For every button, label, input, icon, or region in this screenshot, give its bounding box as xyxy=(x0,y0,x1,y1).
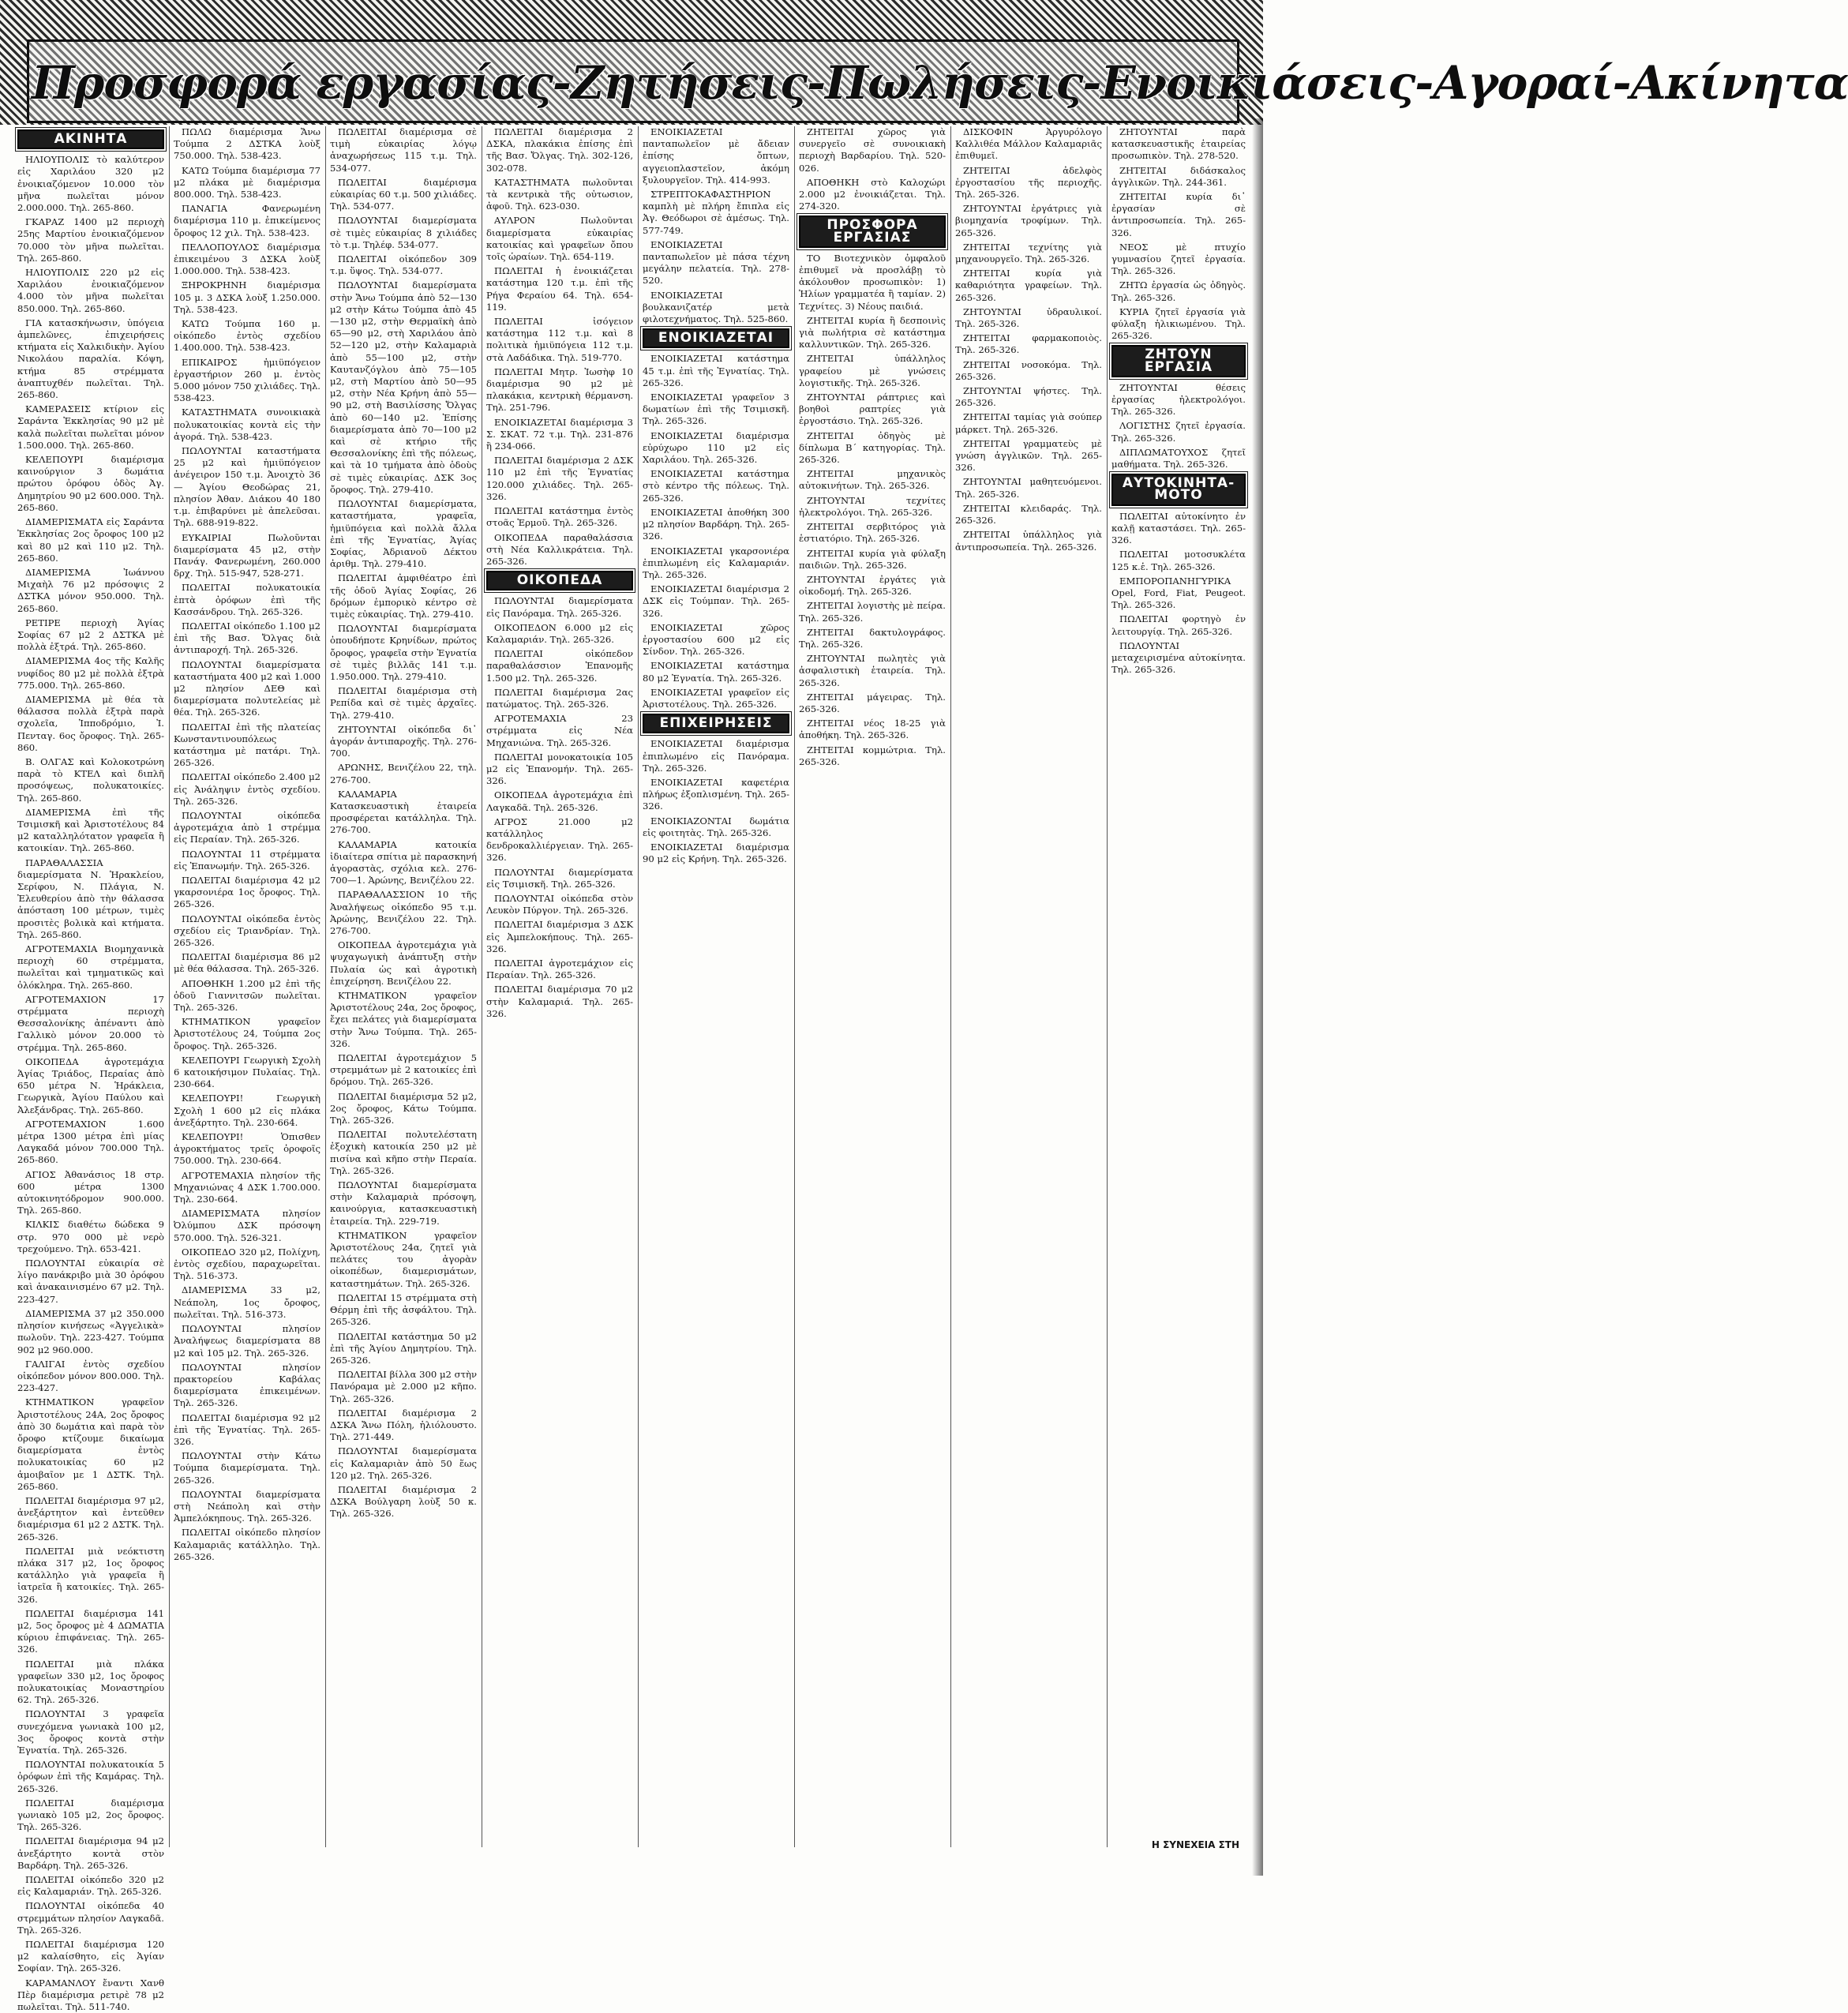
classified-ad: ΑΓΡΟΤΕΜΑΧΙΑ 23 στρέμματα εἰς Νέα Μηχανιώνα. Τηλ. 265-326. xyxy=(486,713,633,748)
column-5 xyxy=(643,126,789,1847)
classified-ad: ΠΩΛΕΙΤΑΙ διαμέρισμα γωνιακὸ 105 μ2, 2ος ὄροφος. Τηλ. 265-326. xyxy=(17,1797,164,1833)
classified-ad: ΡΕΤΙΡΕ περιοχὴ Ἁγίας Σοφίας 67 μ2 2 ΔΣΤΚΑ μὲ πολλὰ ἐξτρά. Τηλ. 265-860. xyxy=(17,617,164,653)
classified-ad: ΠΩΛΟΥΝΤΑΙ διαμερίσματα στὴν Ἄνω Τούμπα ἀπὸ 52—130 μ2 στὴν Κάτω Τούμπα ἀπὸ 45—130 μ2, στὴν Θερμαϊκὴ ἀπὸ 65—90 μ2, στὴ Χαριλάου ἀπὸ 52—120 μ2, στὴν Καλαμαριὰ ἀπὸ 55—100 μ2, στὴν Καυτανζόγλου ἀπὸ 75—105 μ2, στὴ Μαρτίου ἀπὸ 50—95 μ2, στὴν Νέα Κρήνη ἀπὸ 55—90 μ2, στὴ Βασιλίσσης Ὄλγας ἀπὸ 60—140 μ2. Ἐπίσης διαμερίσματα ἀπὸ 70—100 μ2 καὶ σὲ κτήριο τῆς Θεσσαλονίκης ἐπὶ τῆς πόλεως, καὶ τὰ 10 τμήματα ἀπὸ ὁδοὺς σὲ τιμὲς εὐκαιρίας. ΔΣΚ 3ος ὄροφος. Τηλ. 279-410. xyxy=(330,279,477,495)
classified-ad: ΕΝΟΙΚΙΑΖΕΤΑΙ κατάστημα 45 τ.μ. ἐπὶ τῆς Ἐγνατίας. Τηλ. 265-326. xyxy=(643,353,789,388)
column-rule xyxy=(638,126,639,1847)
classified-ad: ΕΥΚΑΙΡΙΑΙ Πωλοῦνται διαμερίσματα 45 μ2, στὴν Πανάγ. Φανερωμένη, 260.000 δρχ. Τηλ. 515-947, 528-271. xyxy=(174,531,320,579)
classified-ad: ΠΩΛΕΙΤΑΙ διαμέρισμα στὴ Ρεπίδα καὶ σὲ τιμὲς ἀρχαῖες. Τηλ. 279-410. xyxy=(330,685,477,721)
column-rule xyxy=(1107,126,1108,1847)
section-heading-akinita: ΑΚΙΝΗΤΑ xyxy=(17,129,164,149)
classified-ad: ΠΩΛΕΙΤΑΙ 15 στρέμματα στὴ Θέρμη ἐπὶ τῆς ἀσφάλτου. Τηλ. 265-326. xyxy=(330,1291,477,1328)
classified-ad: ΚΙΛΚΙΣ διαθέτω δώδεκα 9 στρ. 970 000 μὲ νερὸ τρεχούμενο. Τηλ. 653-421. xyxy=(17,1219,164,1254)
classified-ad: ΖΗΤΟΥΝΤΑΙ ψήστες. Τηλ. 265-326. xyxy=(955,385,1102,409)
classified-ad: ΚΤΗΜΑΤΙΚΟΝ γραφεῖον Ἀριστοτέλους 24Α, 2ος ὄροφος ἀπὸ 30 δωμάτια καὶ παρὰ τὸν ὄροφο κτίζουμε δικαίωμα διαμερίσματα ἐντὸς πολυκατοικίας 60 μ2 ἀμοιβαῖον με 1 ΔΣΤΚ. Τηλ. 265-860. xyxy=(17,1396,164,1492)
classified-ad: ΖΗΤΕΙΤΑΙ κυρία δι᾽ ἐργασίαν σὲ ἀντιπροσωπεία. Τηλ. 265-326. xyxy=(1111,191,1246,238)
classified-ad: ΖΗΤΕΙΤΑΙ σερβιτόρος γιὰ ἑστιατόριο. Τηλ. 265-326. xyxy=(799,521,946,545)
classifieds-page xyxy=(17,126,1249,2013)
classified-ad: ΠΩΛΕΙΤΑΙ ἀγροτεμάχιον εἰς Περαίαν. Τηλ. 265-326. xyxy=(486,958,633,981)
classified-ad: ΚΑΤΩ Τούμπα 160 μ. οἰκόπεδο ἐντὸς σχεδίου 1.400.000. Τηλ. 538-423. xyxy=(174,318,320,354)
classified-ad: ΠΩΛΕΙΤΑΙ διαμέρισμα 42 μ2 γκαρσονιέρα 1ος ὄροφος. Τηλ. 265-326. xyxy=(174,874,320,910)
classified-ad: ΟΙΚΟΠΕΔΑ ἀγροτεμάχια Ἁγίας Τριάδος, Περαίας ἀπὸ 650 μέτρα Ν. Ἡράκλεια, Γεωργικὰ, Ἁγίου Παύλου καὶ Ἀλεξάνδρας. Τηλ. 265-860. xyxy=(17,1055,164,1115)
classified-ad: ΖΗΤΕΙΤΑΙ μάγειρας. Τηλ. 265-326. xyxy=(799,691,946,714)
classified-ad: ΕΜΠΟΡΟΠΑΝΗΓΥΡΙΚΑ Opel, Ford, Fiat, Peugeot. Τηλ. 265-326. xyxy=(1111,575,1246,611)
classified-ad: ΠΩΛΕΙΤΑΙ διαμέρισμα σὲ τιμὴ εὐκαιρίας λόγῳ ἀναχωρήσεως 115 τ.μ. Τηλ. 534-077. xyxy=(330,126,477,174)
classified-ad: ΖΗΤΟΥΝΤΑΙ ἐργάτριες γιὰ βιομηχανία τροφίμων. Τηλ. 265-326. xyxy=(955,203,1102,238)
classified-ad: ΠΩΛΕΙΤΑΙ διαμέρισμα 2ας πατώματος. Τηλ. 265-326. xyxy=(486,686,633,710)
classified-ad: ΠΩΛΕΙΤΑΙ διαμέρισμα 2 ΔΣΚΑ, πλακάκια ἐπίσης ἐπὶ τῆς Βασ. Ὄλγας. Τηλ. 302-126, 302-078. xyxy=(486,126,633,174)
classified-ad: ΠΩΛΟΥΝΤΑΙ διαμερίσματα σὲ τιμὲς εὐκαιρίας 8 χιλιάδες τὸ τ.μ. Τηλέφ. 534-077. xyxy=(330,215,477,250)
classified-ad: ΠΩΛΕΙΤΑΙ διαμέρισμα 70 μ2 στὴν Καλαμαριά. Τηλ. 265-326. xyxy=(486,984,633,1019)
classified-ad: ΠΩΛΕΙΤΑΙ κατάστημα 50 μ2 ἐπὶ τῆς Ἁγίου Δημητρίου. Τηλ. 265-326. xyxy=(330,1330,477,1366)
column-4 xyxy=(486,126,633,1847)
classified-ad: ΔΙΑΜΕΡΙΣΜΑΤΑ εἰς Σαράντα Ἐκκλησίας 2ος ὄροφος 100 μ2 καὶ 80 μ2 καὶ 110 μ2. Τηλ. 265-860. xyxy=(17,516,164,564)
classified-ad: ΠΩΛΟΥΝΤΑΙ διαμερίσματα εἰς Καλαμαριὰν ἀπὸ 50 ἕως 120 μ2. Τηλ. 265-326. xyxy=(330,1445,477,1481)
classified-ad: ΖΗΤΕΙΤΑΙ ταμίας γιὰ σούπερ μάρκετ. Τηλ. 265-326. xyxy=(955,411,1102,435)
classified-ad: ΖΗΤΟΥΝΤΑΙ τεχνίτες ἠλεκτρολόγοι. Τηλ. 265-326. xyxy=(799,494,946,518)
classified-ad: ΠΩΛΟΥΝΤΑΙ διαμερίσματα εἰς Τσιμισκῆ. Τηλ. 265-326. xyxy=(486,866,633,890)
classified-ad: ΟΙΚΟΠΕΔΑ παραθαλάσσια στὴ Νέα Καλλικράτεια. Τηλ. 265-326. xyxy=(486,531,633,567)
classified-ad: ΠΩΛΟΥΝΤΑΙ 11 στρέμματα εἰς Ἐπανωμήν. Τηλ. 265-326. xyxy=(174,848,320,872)
column-2 xyxy=(174,126,320,1847)
classified-ad: ΓΙΑ κατασκήνωσιν, ὑπόγεια ἀμπελῶνες, ἐπιχειρήσεις κτήματα εἰς Χαλκιδικὴν. Ἀγίου Νικολάου παραλία. Κόψη, κτήμα 85 στρέμματα ἀναπτυχθέν πωλεῖται. Τηλ. 265-860. xyxy=(17,317,164,401)
classified-ad: ΔΙΑΜΕΡΙΣΜΑ 4ος τῆς Καλῆς νυφίδος 80 μ2 μὲ πολλὰ ἐξτρὰ 775.000. Τηλ. 265-860. xyxy=(17,655,164,691)
classified-ad: ΠΩΛΕΙΤΑΙ διαμέρισμα 3 ΔΣΚ εἰς Ἀμπελοκήπους. Τηλ. 265-326. xyxy=(486,919,633,954)
classified-ad: ΕΝΟΙΚΙΑΖΕΤΑΙ γκαρσονιέρα ἐπιπλωμένη εἰς Καλαμαριάν. Τηλ. 265-326. xyxy=(643,545,789,580)
classified-ad: ΕΝΟΙΚΙΑΖΕΤΑΙ γραφεῖον εἰς Ἀριστοτέλους. Τηλ. 265-326. xyxy=(643,686,789,710)
classified-ad: ΠΩΛΟΥΝΤΑΙ διαμερίσματα καταστήματα 400 μ2 καὶ 1.000 μ2 πλησίον ΔΕΘ καὶ διαμερίσματα πολυτελείας μὲ θέα. Τηλ. 265-326. xyxy=(174,658,320,718)
masthead-banner xyxy=(0,0,1848,125)
column-7 xyxy=(955,126,1102,1847)
classified-ad: ΠΩΛΕΙΤΑΙ διαμέρισμα 97 μ2, ἀνεξάρτητον καὶ ἐντεῦθεν διαμέρισμα 61 μ2 2 ΔΣΤΚ. Τηλ. 265-326. xyxy=(17,1494,164,1543)
classified-ad: ΚΤΗΜΑΤΙΚΟΝ γραφεῖον Ἀριστοτέλους 24α, 2ος ὄροφος, ἔχει πελάτες γιὰ διαμερίσματα στὴν Ἄνω Τούμπα. Τηλ. 265-326. xyxy=(330,990,477,1049)
classified-ad: ΚΑΤΑΣΤΗΜΑΤΑ πωλοῦνται τὰ κεντρικὰ τῆς οὐτωσιον, ἀφοῦ. Τηλ. 623-030. xyxy=(486,176,633,212)
classified-ad: ΔΙΑΜΕΡΙΣΜΑ 37 μ2 350.000 πλησίον κινήσεως «Ἀγγελικὰ» πωλοῦν. Τηλ. 223-427. Τούμπα 902 μ2 960.000. xyxy=(17,1307,164,1355)
column-rule xyxy=(950,126,951,1847)
classified-ad: ΖΗΤΕΙΤΑΙ κυρία ἢ δεσποινὶς γιὰ πωλήτρια σὲ κατάστημα καλλυντικῶν. Τηλ. 265-326. xyxy=(799,314,946,350)
classified-ad: ΖΗΤΕΙΤΑΙ ὑπάλληλος γιὰ ἀντιπροσωπεία. Τηλ. 265-326. xyxy=(955,529,1102,553)
classified-ad: ΖΗΤΟΥΝΤΑΙ πωλητὲς γιὰ ἀσφαλιστικὴ ἑταιρεία. Τηλ. 265-326. xyxy=(799,653,946,688)
classified-ad: ΖΗΤΕΙΤΑΙ κλειδαράς. Τηλ. 265-326. xyxy=(955,502,1102,527)
classified-ad: ΑΓΡΟΤΕΜΑΧΙΑ πλησίον τῆς Μηχανιώνας 4 ΔΣΚ 1.700.000. Τηλ. 230-664. xyxy=(174,1169,320,1205)
classified-ad: ΖΗΤΕΙΤΑΙ ὑπάλληλος γραφείου μὲ γνώσεις λογιστικῆς. Τηλ. 265-326. xyxy=(799,353,946,388)
classified-ad: ΕΝΟΙΚΙΑΖΕΤΑΙ κατάστημα 80 μ2 Ἐγνατία. Τηλ. 265-326. xyxy=(643,660,789,684)
classified-ad: ΚΑΤΩ Τούμπα διαμέρισμα 77 μ2 πλάκα μὲ διαμέρισμα 800.000. Τηλ. 538-423. xyxy=(174,164,320,201)
classified-ad: ΖΗΤΟΥΝΤΑΙ οἰκόπεδα δι᾽ ἀγοράν ἀντιπαροχῆς. Τηλ. 276-700. xyxy=(330,723,477,759)
classified-ad: ΖΗΤΕΙΤΑΙ ὀδηγὸς μὲ δίπλωμα Β΄ κατηγορίας. Τηλ. 265-326. xyxy=(799,429,946,466)
classified-ad: ΔΙΑΜΕΡΙΣΜΑ ἐπὶ τῆς Τσιμισκῆ καὶ Ἀριστοτέλους 84 μ2 καταλληλότατον γραφεῖα ἢ κατοικίαν. Τηλ. 265-860. xyxy=(17,806,164,854)
classified-ad: ΠΩΛΟΥΝΤΑΙ διαμερίσματα ὁπουδήποτε Κρηνίδων, πρώτος ὄροφος, γραφεῖα στὴν Ἐγνατία σὲ τιμὲς βιλλᾶς 141 τ.μ. 1.950.000. Τηλ. 279-410. xyxy=(330,623,477,682)
classified-ad: ΠΩΛΕΙΤΑΙ μιὰ νεόκτιστη πλάκα 317 μ2, 1ος ὄροφος κατάλληλο γιὰ γραφεῖα ἢ ἰατρεῖα ἢ κατοικίες. Τηλ. 265-326. xyxy=(17,1545,164,1605)
classified-ad: ΖΗΤΕΙΤΑΙ νέος 18-25 γιὰ ἀποθήκη. Τηλ. 265-326. xyxy=(799,718,946,741)
classified-ad: ΚΕΛΕΠΟΥΡΙ! Γεωργικὴ Σχολὴ 1 600 μ2 εἰς πλάκα ἀνεξάρτητο. Τηλ. 230-664. xyxy=(174,1093,320,1128)
classified-ad: ΕΝΟΙΚΙΑΖΕΤΑΙ γραφεῖον 3 δωματίων ἐπὶ τῆς Τσιμισκῆ. Τηλ. 265-326. xyxy=(643,392,789,427)
classified-ad: ΖΗΤΕΙΤΑΙ λογιστὴς μὲ πείρα. Τηλ. 265-326. xyxy=(799,600,946,624)
classified-ad: ΠΩΛΕΙΤΑΙ διαμέρισμα 52 μ2, 2ος ὄροφος, Κάτω Τούμπα. Τηλ. 265-326. xyxy=(330,1090,477,1126)
classified-ad: ΠΩΛΕΙΤΑΙ διαμέρισμα 2 ΔΣΚ 110 μ2 ἐπὶ τῆς Ἐγνατίας 120.000 χιλιάδες. Τηλ. 265-326. xyxy=(486,455,633,502)
column-rule xyxy=(169,126,170,1847)
classified-ad: ΚΕΛΕΠΟΥΡΙ! Ὁπισθεν ἀγροκτήματος τρεῖς ὀροφοῖς 750.000. Τηλ. 230-664. xyxy=(174,1131,320,1167)
classified-ad: ΑΠΟΘΗΚΗ στὸ Καλοχώρι 2.000 μ2 ἐνοικιάζεται. Τηλ. 274-320. xyxy=(799,176,946,212)
column-3 xyxy=(330,126,477,1847)
classified-ad: ΣΤΡΕΠΤΟΚΑΦΑΣΤΗΡΙΟΝ καμπλὴ μὲ πλήρη ἔπιπλα εἰς Ἀγ. Θεόδωροι σὲ ἀμέσως. Τηλ. 577-749. xyxy=(643,189,789,236)
classified-ad: ΑΓΡΟΤΕΜΑΧΙΟΝ 1.600 μέτρα 1300 μέτρα ἐπὶ μίας Λαγκαδά μόνον 700.000 Τηλ. 265-860. xyxy=(17,1118,164,1166)
classified-ad: ΕΝΟΙΚΙΑΖΕΤΑΙ καφετέρια πλήρως ἐξοπλισμένη. Τηλ. 265-326. xyxy=(643,776,789,812)
classified-ad: ΖΗΤΟΥΝΤΑΙ θέσεις ἐργασίας ἠλεκτρολόγοι. Τηλ. 265-326. xyxy=(1111,381,1246,418)
classified-ad: ΠΩΛΕΙΤΑΙ διαμέρισμα 141 μ2, 5ος ὄροφος μὲ 4 ΔΩΜΑΤΙΑ κύριου ἐπιφάνειας. Τηλ. 265-326. xyxy=(17,1607,164,1655)
classified-ad: ΠΩΛΕΙΤΑΙ μοτοσυκλέτα 125 κ.ἑ. Τηλ. 265-326. xyxy=(1111,549,1246,572)
classified-ad: ΠΩΛΟΥΝΤΑΙ στὴν Κάτω Τούμπα διαμερίσματα. Τηλ. 265-326. xyxy=(174,1450,320,1486)
classified-ad: ΠΩΛΕΙΤΑΙ οἰκόπεδο 2.400 μ2 εἰς Ἀνάληψιν ἐντὸς σχεδίου. Τηλ. 265-326. xyxy=(174,771,320,807)
classified-ad: ΕΝΟΙΚΙΑΖΕΤΑΙ διαμέρισμα ἐπιπλωμένο εἰς Πανόραμα. Τηλ. 265-326. xyxy=(643,738,789,774)
section-heading-aytokinita-moto: ΑΥΤΟΚΙΝΗΤΑ-ΜΟΤΟ xyxy=(1111,474,1246,505)
classified-ad: ΖΗΤΟΥΝΤΑΙ ράπτριες καὶ βοηθοὶ ραπτρίες γιὰ ἐργοστάσιο. Τηλ. 265-326. xyxy=(799,392,946,427)
classified-ad: ΕΝΟΙΚΙΑΖΕΤΑΙ χῶρος ἐργοστασίου 600 μ2 εἰς Σίνδον. Τηλ. 265-326. xyxy=(643,621,789,658)
masthead-title: Προσφορά εργασίας-Ζητήσεις-Πωλήσεις-Ενοικιάσεις-Αγοραί-Ακίνητα xyxy=(32,56,1848,110)
classified-ad: ΠΩΛΕΙΤΑΙ Μητρ. Ἰωσὴφ 10 διαμέρισμα 90 μ2 μὲ πλακάκια, κεντρικὴ θέρμανση. Τηλ. 251-796. xyxy=(486,365,633,414)
classified-ad: ΞΗΡΟΚΡΗΝΗ διαμέρισμα 105 μ. 3 ΔΣΚΑ λοὺξ 1.250.000. Τηλ. 538-423. xyxy=(174,279,320,315)
classified-ad: ΕΝΟΙΚΙΑΖΕΤΑΙ κατάστημα στὸ κέντρο τῆς πόλεως. Τηλ. 265-326. xyxy=(643,468,789,504)
classified-ad: ΠΩΛΕΙΤΑΙ οἰκόπεδον 309 τ.μ. ὕψος. Τηλ. 534-077. xyxy=(330,253,477,277)
classified-ad: ΕΝΟΙΚΙΑΖΟΝΤΑΙ δωμάτια εἰς φοιτητὰς. Τηλ. 265-326. xyxy=(643,815,789,838)
classified-ad: ΚΤΗΜΑΤΙΚΟΝ γραφεῖον Ἀριστοτέλους 24α, ζητεῖ γιὰ πελάτες του ἀγορὰν οἰκοπέδων, διαμερισμάτων, καταστημάτων. Τηλ. 265-326. xyxy=(330,1229,477,1289)
continuation-note: Η ΣΥΝΕΧΕΙΑ ΣΤΗ xyxy=(1151,1839,1239,1850)
classified-ad: ΖΗΤΕΙΤΑΙ μηχανικὸς αὐτοκινήτων. Τηλ. 265-326. xyxy=(799,468,946,492)
classified-ad: ΖΗΤΟΥΝΤΑΙ μαθητευόμενοι. Τηλ. 265-326. xyxy=(955,476,1102,500)
classified-ad: ΟΙΚΟΠΕΔΟΝ 6.000 μ2 εἰς Καλαμαριάν. Τηλ. 265-326. xyxy=(486,621,633,645)
classified-ad: ΚΑΡΑΜΑΝΛΟΥ ἔναντι Χανθ Πὲρ διαμέρισμα ρετιρὲ 78 μ2 πωλεῖται. Τηλ. 511-740. xyxy=(17,1977,164,2013)
classified-ad: ΕΝΟΙΚΙΑΖΕΤΑΙ διαμέρισμα 2 ΔΣΚ εἰς Τούμπαν. Τηλ. 265-326. xyxy=(643,583,789,619)
classified-ad: Β. ΟΛΓΑΣ καὶ Κολοκοτρώνη παρὰ τὸ ΚΤΕΛ καὶ διπλῆ προσόψεως, πολυκατοικίες. Τηλ. 265-860. xyxy=(17,755,164,804)
classified-ad: ΠΩΛΕΙΤΑΙ διαμέρισμα 86 μ2 μὲ θέα θάλασσα. Τηλ. 265-326. xyxy=(174,951,320,975)
classified-ad: ΑΠΟΘΗΚΗ 1.200 μ2 ἐπὶ τῆς ὁδοῦ Γιαννιτσῶν πωλεῖται. Τηλ. 265-326. xyxy=(174,977,320,1014)
classified-ad: ΠΩΛΟΥΝΤΑΙ διαμερίσματα, καταστήματα, γραφεῖα, ἡμιϋπόγεια καὶ πολλὰ ἄλλα ἐπὶ τῆς Ἐγνατίας, Ἁγίας Σοφίας, Ἀδριανοῦ Δέκτου ἀριθμ. Τηλ. 279-410. xyxy=(330,498,477,570)
classified-ad: ΠΩΛΟΥΝΤΑΙ πλησίον πρακτορείου Καβάλας διαμερίσματα ἐπικειμένων. Τηλ. 265-326. xyxy=(174,1361,320,1409)
classified-ad: ΓΚΑΡΑΖ 1400 μ2 περιοχὴ 25ης Μαρτίου ἐνοικιαζόμενον 70.000 τὸν μῆνα πωλεῖται. Τηλ. 265-860. xyxy=(17,216,164,264)
classified-ad: ΕΝΟΙΚΙΑΖΕΤΑΙ βουλκανιζατέρ μετὰ φιλοτεχνήματος. Τηλ. 525-860. xyxy=(643,289,789,325)
classified-ad: ΠΩΛΕΙΤΑΙ φορτηγὸ ἐν λειτουργίᾳ. Τηλ. 265-326. xyxy=(1111,613,1246,637)
classified-ad: ΠΩΛΕΙΤΑΙ ἰσόγειον κατάστημα 112 τ.μ. καὶ 8 πολιτικὰ ἡμιϋπόγεια 112 τ.μ. στὰ Λαδάδικα. Τηλ. 519-770. xyxy=(486,316,633,363)
classified-ad: ΔΙΑΜΕΡΙΣΜΑΤΑ πλησίον Ὀλύμπου ΔΣΚ πρόσοψη 570.000. Τηλ. 526-321. xyxy=(174,1208,320,1243)
classified-ad: ΕΝΟΙΚΙΑΖΕΤΑΙ πανταπωλεῖον μὲ πάσα τέχνη μεγάλην πελατεία. Τηλ. 278-520. xyxy=(643,238,789,287)
column-rule xyxy=(794,126,795,1847)
classified-ad: ΠΩΛΕΙΤΑΙ οἰκόπεδο πλησίον Καλαμαριᾶς κατάλληλο. Τηλ. 265-326. xyxy=(174,1527,320,1562)
classified-ad: ΔΙΑΜΕΡΙΣΜΑ 33 μ2, Νεάπολη, 1ος ὄροφος, πωλεῖται. Τηλ. 516-373. xyxy=(174,1284,320,1320)
classified-ad: ΠΑΡΑΘΑΛΑΣΣΙΟΝ 10 τῆς Ἀναλήψεως οἰκόπεδο 95 τ.μ. Ἀρώνης, Βενιζέλου 22. Τηλ. 276-700. xyxy=(330,889,477,936)
classified-ad: ΕΝΟΙΚΙΑΖΕΤΑΙ διαμέρισμα εὐρύχωρο 110 μ2 εἰς Χαριλάου. Τηλ. 265-326. xyxy=(643,429,789,466)
classified-ad: ΤΟ Βιοτεχνικὸν ὀμφαλοῦ ἐπιθυμεῖ νὰ προσλάβῃ τὸ ἀκόλουθον προσωπικὸν: 1) Ἡλίων γραμματέα ἢ ταμίαν. 2) Τεχνίτες. 3) Νέους παιδιά. xyxy=(799,252,946,312)
classified-ad: ΠΩΛΕΙΤΑΙ διαμέρισμα 2 ΔΣΚΑ Ἄνω Πόλη, ἡλιόλουστο. Τηλ. 271-449. xyxy=(330,1407,477,1443)
classified-ad: ΠΕΛΛΟΠΟΥΛΟΣ διαμέρισμα ἐπικειμένου 3 ΔΣΚΑ λοὺξ 1.000.000. Τηλ. 538-423. xyxy=(174,241,320,277)
classified-ad: ΝΕΟΣ μὲ πτυχίο γυμνασίου ζητεῖ ἐργασία. Τηλ. 265-326. xyxy=(1111,241,1246,277)
classified-ad: ΖΗΤΩ ἐργασία ὡς ὀδηγὸς. Τηλ. 265-326. xyxy=(1111,279,1246,303)
classified-ad: ΖΗΤΕΙΤΑΙ διδάσκαλος ἀγγλικῶν. Τηλ. 244-361. xyxy=(1111,164,1246,188)
classified-ad: ΠΩΛΕΙΤΑΙ οἰκόπεδο 1.100 μ2 ἐπὶ τῆς Βασ. Ὄλγας διὰ ἀντιπαροχή. Τηλ. 265-326. xyxy=(174,620,320,656)
classified-ad: ΗΛΙΟΥΠΟΛΙΣ τὸ καλύτερον εἰς Χαριλάου 320 μ2 ἐνοικιαζόμενον 10.000 τὸν μῆνα πωλεῖται μόνον 2.000.000. Τηλ. 265-860. xyxy=(17,154,164,214)
section-heading-zitoun-ergasia: ΖΗΤΟΥΝ ΕΡΓΑΣΙΑ xyxy=(1111,345,1246,377)
classified-ad: ΔΙΠΛΩΜΑΤΟΥΧΟΣ ζητεῖ μαθήματα. Τηλ. 265-326. xyxy=(1111,446,1246,470)
classified-ad: ΗΛΙΟΥΠΟΛΙΣ 220 μ2 εἰς Χαριλάου ἐνοικιαζόμενον 4.000 τὸν μῆνα πωλεῖται 850.000. Τηλ. 265-860. xyxy=(17,267,164,314)
classified-ad: ΠΩΛΕΙΤΑΙ οἰκόπεδον παραθαλάσσιον Ἐπανομῆς 1.500 μ2. Τηλ. 265-326. xyxy=(486,648,633,684)
classified-ad: ΚΕΛΕΠΟΥΡΙ διαμέρισμα καινούργιον 3 δωμάτια πρώτου ὀρόφου ὁδὸς Ἀγ. Δημητρίου 90 μ2 600.000. Τηλ. 265-860. xyxy=(17,454,164,513)
classified-ad: ΖΗΤΕΙΤΑΙ χῶρος γιὰ συνεργεῖο σὲ συνοικιακὴ περιοχὴ Βαρδαρίου. Τηλ. 520-026. xyxy=(799,126,946,174)
classified-ad: ΖΗΤΟΥΝΤΑΙ ἐργάτες γιὰ οἰκοδομή. Τηλ. 265-326. xyxy=(799,573,946,598)
classified-ad: ΠΩΛΕΙΤΑΙ ἀμφιθέατρο ἐπὶ τῆς ὁδοῦ Ἁγίας Σοφίας, 26 δρόμων ἐμπορικὸ κέντρο σὲ τιμὲς εὐκαιρίας. Τηλ. 279-410. xyxy=(330,572,477,620)
classified-ad: ΟΙΚΟΠΕΔΑ ἀγροτεμάχια ἐπὶ Λαγκαδᾶ. Τηλ. 265-326. xyxy=(486,789,633,813)
classified-ad: ΠΩΛΟΥΝΤΑΙ οἰκόπεδα ἐντὸς σχεδίου εἰς Τριανδρίαν. Τηλ. 265-326. xyxy=(174,913,320,948)
classified-ad: ΚΑΜΕΡΑΣΕΙΣ κτίριον εἰς Σαράντα Ἐκκλησίας 90 μ2 μὲ καλὰ πωλεῖται πωλεῖται μόνον 1.500.000. Τηλ. 265-860. xyxy=(17,403,164,451)
classified-ad: ΠΩΛΕΙΤΑΙ βίλλα 300 μ2 στὴν Πανόραμα μὲ 2.000 μ2 κῆπο. Τηλ. 265-326. xyxy=(330,1369,477,1404)
classified-ad: ΚΤΗΜΑΤΙΚΟΝ γραφεῖον Ἀριστοτέλους 24, Τούμπα 2ος ὄροφος. Τηλ. 265-326. xyxy=(174,1016,320,1051)
classified-ad: ΑΡΩΝΗΣ, Βενιζέλου 22, τηλ. 276-700. xyxy=(330,762,477,785)
classified-ad: ΠΩΛΟΥΝΤΑΙ οἰκόπεδα ἀγροτεμάχια ἀπὸ 1 στρέμμα εἰς Περαίαν. Τηλ. 265-326. xyxy=(174,809,320,845)
classified-ad: ΖΗΤΕΙΤΑΙ φαρμακοποιὸς. Τηλ. 265-326. xyxy=(955,332,1102,356)
classified-ad: ΖΗΤΕΙΤΑΙ γραμματεὺς μὲ γνώση ἀγγλικῶν. Τηλ. 265-326. xyxy=(955,437,1102,474)
column-1 xyxy=(17,126,164,2013)
classified-ad: ΕΝΟΙΚΙΑΖΕΤΑΙ ἀποθήκη 300 μ2 πλησίον Βαρδάρη. Τηλ. 265-326. xyxy=(643,506,789,542)
classified-ad: ΠΩΛΕΙΤΑΙ διαμέρισμα εὐκαιρίας 60 τ.μ. 500 χιλιάδες. Τηλ. 534-077. xyxy=(330,176,477,212)
classified-ad: ΚΑΛΑΜΑΡΙΑ κατοικία ἰδιαίτερα σπίτια μὲ παρασκηνή ἀγοραστὰς, σχόλια κελ. 276-700—1. Ἀρώνης, Βενιζέλου 22. xyxy=(330,838,477,887)
classified-ad: ΔΙΑΜΕΡΙΣΜΑ μὲ θέα τὰ θάλασσα πολλὰ ἐξτρὰ παρὰ σχολεῖα, Ἰπποδρόμιο, Ἰ. Πενταγ. 6ος ὄροφος. Τηλ. 265-860. xyxy=(17,693,164,753)
classified-ad: ΠΩΛΟΥΝΤΑΙ μεταχειρισμένα αὐτοκίνητα. Τηλ. 265-326. xyxy=(1111,639,1246,676)
classified-ad: ΠΩΛΕΙΤΑΙ διαμέρισμα 2 ΔΣΚΑ Βούλγαρη λοὺξ 50 κ. Τηλ. 265-326. xyxy=(330,1483,477,1520)
classified-ad: ΠΩΛΟΥΝΤΑΙ οἰκόπεδα στὸν Λευκὸν Πύργον. Τηλ. 265-326. xyxy=(486,892,633,917)
page-edge-shadow xyxy=(1252,118,1263,1876)
classified-ad: ΛΟΓΙΣΤΗΣ ζητεῖ ἐργασία. Τηλ. 265-326. xyxy=(1111,420,1246,444)
classified-ad: ΠΩΛΕΙΤΑΙ μονοκατοικία 105 μ2 εἰς Ἐπανομήν. Τηλ. 265-326. xyxy=(486,751,633,787)
classified-ad: ΠΩΛΕΙΤΑΙ κατάστημα ἐντὸς στοᾶς Ἑρμοῦ. Τηλ. 265-326. xyxy=(486,505,633,529)
classified-ad: ΟΙΚΟΠΕΔΟ 320 μ2, Πολίχνη, ἐντὸς σχεδίου, παραχωρεῖται. Τηλ. 516-373. xyxy=(174,1246,320,1282)
classified-ad: ΠΩΛΕΙΤΑΙ μιὰ πλάκα γραφεῖων 330 μ2, 1ος ὄροφος πολυκατοικίας Μοναστηρίου 62. Τηλ. 265-326. xyxy=(17,1658,164,1706)
classified-ad: ΠΩΛΕΙΤΑΙ ἐπὶ τῆς πλατείας Κωνσταντινουπόλεως κατάστημα μὲ πατάρι. Τηλ. 265-326. xyxy=(174,721,320,769)
classified-ad: ΑΓΡΟΣ 21.000 μ2 κατάλληλος δενδροκαλλιέργειαν. Τηλ. 265-326. xyxy=(486,815,633,864)
classified-ad: ΚΥΡΙΑ ζητεῖ ἐργασία γιὰ φύλαξη ἡλικιωμένου. Τηλ. 265-326. xyxy=(1111,306,1246,342)
classified-ad: ΚΕΛΕΠΟΥΡΙ Γεωργικὴ Σχολὴ 6 κατοικήσιμον Πυλαίας. Τηλ. 230-664. xyxy=(174,1054,320,1090)
classified-ad: ΠΩΛΟΥΝΤΑΙ 3 γραφεῖα συνεχόμενα γωνιακὰ 100 μ2, 3ος ὄροφος κοντὰ στὴν Ἐγνατία. Τηλ. 265-326. xyxy=(17,1708,164,1756)
classified-ad: ΠΩΛΕΙΤΑΙ διαμέρισμα 120 μ2 καλαίσθητο, εἰς Ἁγίαν Σοφίαν. Τηλ. 265-326. xyxy=(17,1939,164,1974)
classified-ad: ΖΗΤΕΙΤΑΙ κυρία γιὰ καθαριότητα γραφείων. Τηλ. 265-326. xyxy=(955,268,1102,303)
classified-ad: ΠΩΛΕΙΤΑΙ πολυτελέστατη ἐξοχικὴ κατοικία 250 μ2 μὲ πισίνα καὶ κῆπο στὴν Περαία. Τηλ. 265-326. xyxy=(330,1129,477,1176)
classified-ad: ΠΩΛΕΙΤΑΙ ἡ ἐνοικιάζεται κατάστημα 120 τ.μ. ἐπὶ τῆς Ρήγα Φεραίου 64. Τηλ. 654-119. xyxy=(486,265,633,313)
classified-ad: ΕΝΟΙΚΙΑΖΕΤΑΙ διαμέρισμα 3 Σ. ΣΚΑΤ. 72 τ.μ. Τηλ. 231-876 ἢ 234-066. xyxy=(486,416,633,452)
classified-ad: ΠΩΛΟΥΝΤΑΙ πλησίον Ἀναλήψεως διαμερίσματα 88 μ2 καὶ 105 μ2. Τηλ. 265-326. xyxy=(174,1323,320,1359)
section-heading-prosfora-ergasias: ΠΡΟΣΦΟΡΑ ΕΡΓΑΣΙΑΣ xyxy=(799,216,946,247)
classified-ad: ΚΑΤΑΣΤΗΜΑΤΑ συνοικιακὰ πολυκατοικίας κοντὰ εἰς τὴν ἀγορά. Τηλ. 538-423. xyxy=(174,407,320,442)
classified-ad: ΑΓΙΟΣ Ἀθανάσιος 18 στρ. 600 μέτρα 1300 αὐτοκινητόδρομον 900.000. Τηλ. 265-860. xyxy=(17,1168,164,1216)
classified-ad: ΖΗΤΟΥΝΤΑΙ ὑδραυλικοί. Τηλ. 265-326. xyxy=(955,306,1102,330)
classified-ad: ΠΩΛΟΥΝΤΑΙ καταστήματα 25 μ2 καὶ ἡμιϋπόγειον ἀνέγειρον 150 τ.μ. Ἀνοιχτὸ 36 — Ἁγίου Θεοδώρας 21, πλησίον Ἀθαν. Διάκου 40 180 τ.μ. ἐπιβαρύνει μὲ ἀπελεῦσαι. Τηλ. 688-919-822. xyxy=(174,445,320,529)
classified-ad: ΠΩΛΕΙΤΑΙ οἰκόπεδο 320 μ2 εἰς Καλαμαριάν. Τηλ. 265-326. xyxy=(17,1874,164,1898)
classified-ad: ΖΗΤΕΙΤΑΙ κομμώτρια. Τηλ. 265-326. xyxy=(799,744,946,767)
classified-ad: ΠΩΛΟΥΝΤΑΙ εὐκαιρία σὲ λίγο πανάκριβο μιὰ 30 ὀρόφου καὶ ἀνακαινισμένο 67 μ2. Τηλ. 223-427. xyxy=(17,1258,164,1305)
classified-ad: ΔΙΑΜΕΡΙΣΜΑ Ἰωάννου Μιχαὴλ 76 μ2 πρόσοψις 2 ΔΣΤΚΑ μόνον 950.000. Τηλ. 265-860. xyxy=(17,566,164,614)
classified-ad: ΚΑΛΑΜΑΡΙΑ Κατασκευαστικὴ ἑταιρεία προσφέρεται κατάλληλα. Τηλ. 276-700. xyxy=(330,788,477,836)
classified-ad: ΠΑΝΑΓΙΑ Φανερωμένη διαμέρισμα 110 μ. ἐπικείμενος ὄροφος 12 χιλ. Τηλ. 538-423. xyxy=(174,203,320,238)
classified-ad: ΠΩΛΩ διαμέρισμα Ἄνω Τούμπα 2 ΔΣΤΚΑ λοὺξ 750.000. Τηλ. 538-423. xyxy=(174,126,320,162)
classified-ad: ΖΗΤΕΙΤΑΙ νοσοκόμα. Τηλ. 265-326. xyxy=(955,358,1102,382)
classified-ad: ΖΗΤΕΙΤΑΙ ἀδελφὸς ἐργοστασίου τῆς περιοχῆς. Τηλ. 265-326. xyxy=(955,164,1102,201)
classified-ad: ΠΩΛΕΙΤΑΙ αὐτοκίνητο ἐν καλῇ καταστάσει. Τηλ. 265-326. xyxy=(1111,510,1246,546)
column-6 xyxy=(799,126,946,1847)
classified-ad: ΠΩΛΕΙΤΑΙ πολυκατοικία ἐπτὰ ὀρόφων ἐπὶ τῆς Κασσάνδρου. Τηλ. 265-326. xyxy=(174,582,320,617)
classified-ad: ΑΓΡΟΤΕΜΑΧΙΑ Βιομηχανικὰ περιοχὴ 60 στρέμματα, πωλεῖται καὶ τμηματικῶς καὶ ὁλόκληρα. Τηλ. 265-860. xyxy=(17,943,164,991)
section-heading-oikopeda: ΟΙΚΟΠΕΔΑ xyxy=(486,571,633,590)
classified-ad: ΕΝΟΙΚΙΑΖΕΤΑΙ πανταπωλεῖον μὲ ἄδειαν ἐπίσης ὄπτων, αγγειοπλαστεῖον, ἀκόμη ξυλουργεῖον. Τηλ. 414-993. xyxy=(643,126,789,186)
classified-ad: ΠΑΡΑΘΑΛΑΣΣΙΑ διαμερίσματα Ν. Ἡρακλείου, Σερίφου, Ν. Πλάγια, Ν. Ἐλευθερίου ἀπὸ τὴν θάλασσα ἀπόσταση 100 μέτρων, τιμὲς προσιτὲς βολικὰ καὶ κτήματα. Τηλ. 265-860. xyxy=(17,857,164,940)
column-rule xyxy=(325,126,326,1847)
classified-ad: ΠΩΛΟΥΝΤΑΙ διαμερίσματα εἰς Πανόραμα. Τηλ. 265-326. xyxy=(486,595,633,619)
classified-ad: ΖΗΤΟΥΝΤΑΙ παρὰ κατασκευαστικῆς ἑταιρείας προσωπικὸν. Τηλ. 278-520. xyxy=(1111,126,1246,162)
classified-ad: ΑΓΡΟΤΕΜΑΧΙΟΝ 17 στρέμματα περιοχὴ Θεσσαλονίκης ἀπέναντι ἀπὸ Γαλλικὸ μόνον 20.000 τὸ στρέμμα. Τηλ. 265-860. xyxy=(17,993,164,1053)
section-heading-epixeiriseis: ΕΠΙΧΕΙΡΗΣΕΙΣ xyxy=(643,714,789,733)
classified-ad: ΔΙΣΚΟΦΙΝ Ἀργυρόλογο Καλλιθέα Μάλλον Καλαμαριᾶς ἐπιθυμεῖ. xyxy=(955,126,1102,162)
classified-ad: ΖΗΤΕΙΤΑΙ δακτυλογράφος. Τηλ. 265-326. xyxy=(799,626,946,650)
column-8 xyxy=(1111,126,1246,1847)
classified-ad: ΖΗΤΕΙΤΑΙ τεχνίτης γιὰ μηχανουργεῖο. Τηλ. 265-326. xyxy=(955,241,1102,265)
classified-ad: ΑΥΛΡΟΝ Πωλοῦνται διαμερίσματα εὐκαιρίας κατοικίας καὶ γραφεῖων ὄπου τοῖς ὡραίων. Τηλ. 654-119. xyxy=(486,215,633,263)
classified-ad: ΖΗΤΕΙΤΑΙ κυρία γιὰ φύλαξη παιδιῶν. Τηλ. 265-326. xyxy=(799,547,946,571)
classified-ad: ΓΑΛΙΓΑΙ ἐντὸς σχεδίου οἰκόπεδον μόνον 800.000. Τηλ. 223-427. xyxy=(17,1358,164,1394)
classified-ad: ΠΩΛΟΥΝΤΑΙ διαμερίσματα στὴν Καλαμαριὰ πρόσοψη, καινούργια, κατασκευαστικὴ ἑταιρεία. Τηλ. 229-719. xyxy=(330,1179,477,1227)
classified-ad: ΠΩΛΟΥΝΤΑΙ πολυκατοικία 5 ὀρόφων ἐπὶ τῆς Καμάρας. Τηλ. 265-326. xyxy=(17,1759,164,1794)
classified-ad: ΠΩΛΟΥΝΤΑΙ οἰκόπεδα 40 στρεμμάτων πλησίον Λαγκαδᾶ. Τηλ. 265-326. xyxy=(17,1900,164,1936)
classified-ad: ΕΠΙΚΑΙΡΟΣ ἡμιϋπόγειον ἐργαστήριον 260 μ. ἐντὸς 5.000 μόνον 750 χιλιάδες. Τηλ. 538-423. xyxy=(174,356,320,404)
classified-ad: ΕΝΟΙΚΙΑΖΕΤΑΙ διαμέρισμα 90 μ2 εἰς Κρήνη. Τηλ. 265-326. xyxy=(643,841,789,865)
classified-ad: ΠΩΛΟΥΝΤΑΙ διαμερίσματα στὴ Νεάπολη καὶ στὴν Ἀμπελόκηπους. Τηλ. 265-326. xyxy=(174,1488,320,1524)
classified-ad: ΠΩΛΕΙΤΑΙ ἀγροτεμάχιον 5 στρεμμάτων μὲ 2 κατοικίες ἐπὶ δρόμου. Τηλ. 265-326. xyxy=(330,1052,477,1088)
section-heading-enoikiazetai: ΕΝΟΙΚΙΑΖΕΤΑΙ xyxy=(643,328,789,348)
classified-ad: ΠΩΛΕΙΤΑΙ διαμέρισμα 92 μ2 ἐπὶ τῆς Ἐγνατίας. Τηλ. 265-326. xyxy=(174,1411,320,1447)
classified-ad: ΠΩΛΕΙΤΑΙ διαμέρισμα 94 μ2 ἀνεξάρτητο κοντὰ στὸν Βαρδάρη. Τηλ. 265-326. xyxy=(17,1835,164,1871)
classified-ad: ΟΙΚΟΠΕΔΑ ἀγροτεμάχια γιὰ ψυχαγωγικὴ ἀνάπτυξη στὴν Πυλαία ὡς καὶ ἀγροτικὴ ἐπιχείρηση. Βενιζέλου 22. xyxy=(330,939,477,987)
